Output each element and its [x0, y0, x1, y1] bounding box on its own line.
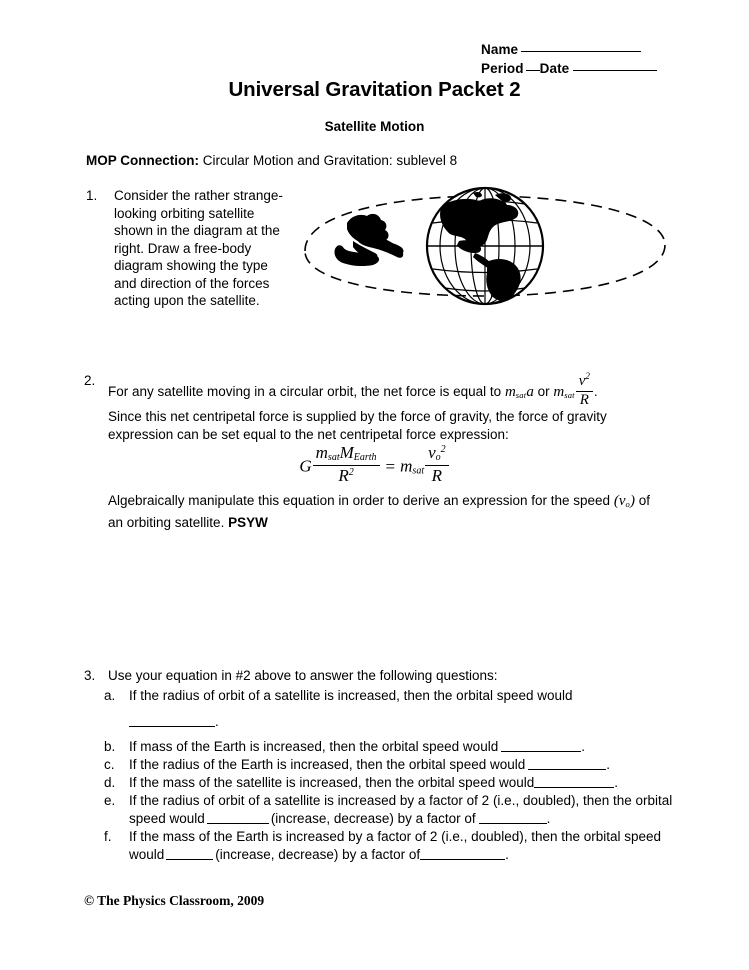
- fraction-v2-over-R: $\frac{v^2}{R}$: [576, 372, 593, 409]
- answer-blank[interactable]: [528, 758, 606, 770]
- page-title: Universal Gravitation Packet 2: [228, 78, 521, 101]
- question-3-number: 3.: [84, 668, 96, 683]
- eq-equals: =: [385, 456, 396, 476]
- eq-rhs-fraction: $\frac{v_o^2}{R}$: [425, 444, 449, 484]
- satellite-icon: [334, 214, 403, 266]
- closing-text-1: Algebraically manipulate this equation in order to derive an expression for the speed: [108, 493, 611, 508]
- question-2-lead-text: For any satellite moving in a circular orbit, the net force is equal to: [108, 383, 502, 399]
- list-item: [104, 756, 674, 774]
- list-item: [104, 738, 674, 756]
- gravitation-equation: G $\frac{m_{sat}M_{Earth}}{R^2}$ = $m_{sat}$ $\frac{v_o^2}{R}$: [299, 444, 449, 484]
- centered-equation: [0, 444, 749, 484]
- closing-text-2: of an orbiting satellite.: [108, 493, 650, 530]
- or-text: or: [537, 383, 550, 399]
- question-2-closing: [108, 492, 653, 532]
- eq-G: G: [299, 456, 312, 476]
- item-c-period: .: [606, 757, 611, 772]
- item-a-answer-line: [129, 713, 674, 731]
- mop-value: Circular Motion and Gravitation: sublevel 8: [202, 153, 458, 168]
- question-1-text: Consider the rather strange-looking orbiting satellite shown in the diagram at the right. Draw a free-body diagram showing the type and direction of the forces acting upon the satellite.: [114, 188, 283, 308]
- item-letter-c: c.: [104, 757, 115, 772]
- item-letter-d: d.: [104, 775, 116, 790]
- question-1-number: 1.: [86, 188, 98, 203]
- copyright-footer: [84, 893, 264, 909]
- sentence-period: .: [593, 383, 598, 399]
- item-e-text: If the radius of orbit of a satellite is increased by a factor of 2 (i.e., doubled), then the orbital speed would: [129, 793, 673, 826]
- question-2-paragraph: Since this net centripetal force is supplied by the force of gravity, the force of gravity expression can be set equal to the net centripetal force expression:: [108, 409, 607, 442]
- period-blank[interactable]: [526, 59, 540, 71]
- closing-var-vo: $(v_o)$: [613, 493, 635, 509]
- copyright-symbol: ©: [84, 893, 95, 908]
- copyright-text: The Physics Classroom, 2009: [97, 893, 265, 908]
- satellite-orbit-figure: [283, 183, 675, 308]
- item-a-text: If the radius of orbit of a satellite is increased, then the orbital speed would: [129, 688, 573, 703]
- item-c-text: If the radius of the Earth is increased, then the orbital speed would: [129, 757, 526, 772]
- question-3-items: [104, 687, 674, 864]
- psyw-label: PSYW: [228, 514, 268, 530]
- answer-blank[interactable]: [129, 715, 215, 727]
- list-item: [104, 774, 674, 792]
- eq-rhs-m: m: [400, 456, 413, 476]
- period-label: Period: [481, 61, 524, 76]
- eq-lhs-fraction: $\frac{m_{sat}M_{Earth}}{R^2}$: [313, 444, 380, 484]
- question-2-number: 2.: [84, 373, 96, 388]
- list-item: [104, 792, 674, 828]
- answer-blank[interactable]: [420, 848, 505, 860]
- question-3: [84, 667, 674, 685]
- item-e-period: .: [546, 811, 551, 826]
- period-date-row: [481, 59, 681, 78]
- answer-blank[interactable]: [479, 812, 547, 824]
- item-letter-e: e.: [104, 793, 116, 808]
- page-subtitle: Satellite Motion: [324, 119, 425, 134]
- date-label: Date: [539, 61, 570, 76]
- date-blank[interactable]: [573, 59, 657, 71]
- item-letter-b: b.: [104, 739, 116, 754]
- expr-msat-a: $m_{sat}a$: [504, 383, 534, 400]
- earth-globe: [427, 188, 543, 304]
- item-a-period: .: [215, 714, 219, 729]
- question-2-lead: [108, 372, 669, 409]
- item-f-period: .: [505, 847, 509, 862]
- question-2: [84, 372, 669, 409]
- answer-blank[interactable]: [166, 848, 213, 860]
- list-item: [104, 687, 674, 731]
- question-1: [86, 187, 286, 310]
- item-f-text: If the mass of the Earth is increased by a factor of 2 (i.e., doubled), then the orbital speed would: [129, 829, 662, 862]
- student-info-block: [481, 40, 681, 78]
- item-letter-a: a.: [104, 688, 116, 703]
- answer-blank[interactable]: [207, 812, 269, 824]
- mop-connection: [86, 153, 457, 168]
- item-d-text: If the mass of the satellite is increased, then the orbital speed would: [129, 775, 535, 790]
- item-f-middle: (increase, decrease) by a factor of: [215, 847, 421, 862]
- item-letter-f: f.: [104, 829, 112, 844]
- name-blank[interactable]: [521, 40, 641, 52]
- item-b-period: .: [581, 739, 585, 754]
- name-label: Name: [481, 42, 519, 57]
- item-b-text: If mass of the Earth is increased, then the orbital speed would: [129, 739, 499, 754]
- item-d-period: .: [614, 775, 618, 790]
- mop-label: MOP Connection:: [86, 153, 199, 168]
- expr-msat-v2r: $m_{sat}$ $\frac{v^2}{R}$: [553, 384, 594, 400]
- answer-blank[interactable]: [534, 776, 614, 788]
- answer-blank[interactable]: [501, 740, 581, 752]
- name-row: [481, 40, 681, 59]
- question-3-stem: Use your equation in #2 above to answer the following questions:: [108, 668, 498, 683]
- item-e-middle: (increase, decrease) by a factor of: [270, 811, 476, 826]
- list-item: [104, 828, 674, 864]
